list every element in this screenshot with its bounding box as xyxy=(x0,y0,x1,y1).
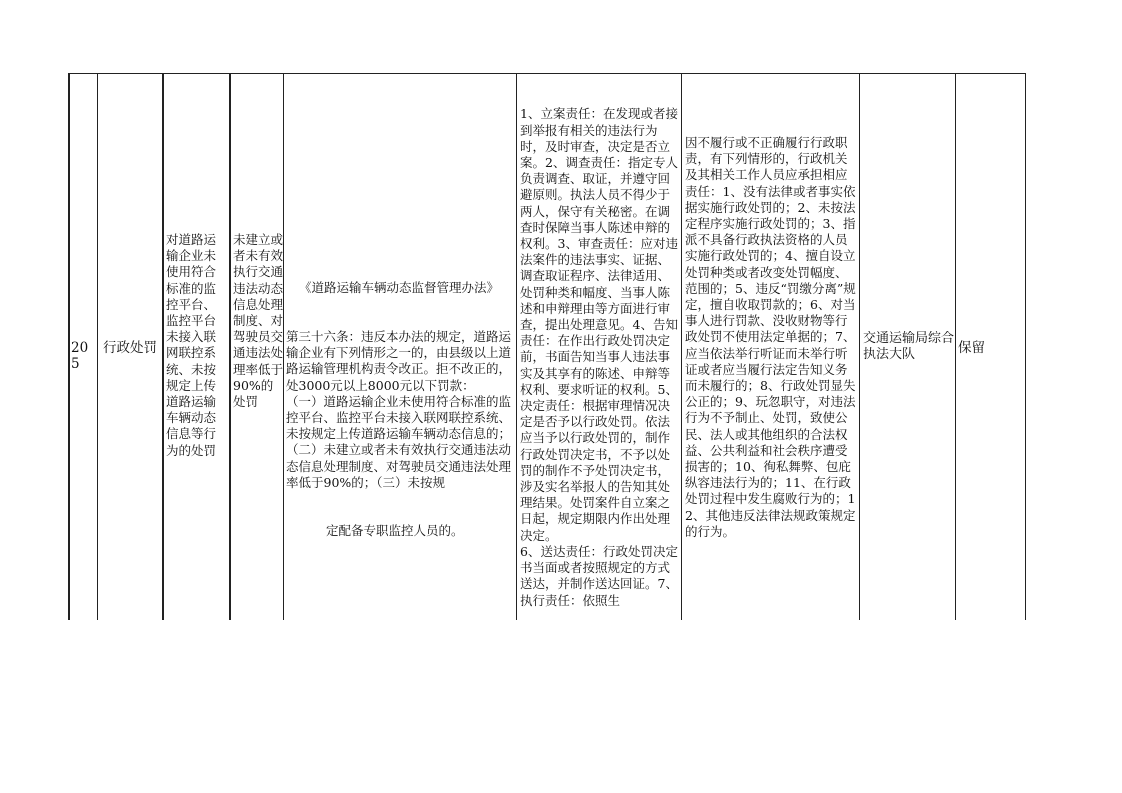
column-border xyxy=(681,73,682,620)
row-number-cell: 205 xyxy=(71,340,89,373)
responsibility-cell xyxy=(520,74,680,619)
category-cell: 行政处罚 xyxy=(103,340,157,356)
column-border xyxy=(1025,73,1026,620)
legal-basis-text: 第三十六条：违反本办法的规定，道路运输企业有下列情形之一的，由县级以上道路运输管理机构责令改正。拒不改正的，处3000元以上8000元以下罚款： （一）道路运输企业未使用符合标准的监控平台、监控平台未接入联网联控系统、未按规定上传道路运输车辆动态信息的；（二）未建立或者未有效执行交通违法动态信息处理制度、对驾驶员交通违法处理率低于90%的；（三）未按规 xyxy=(286,329,512,490)
status-cell: 保留 xyxy=(958,340,985,356)
column-border xyxy=(97,73,98,620)
column-border xyxy=(68,73,70,620)
column-border xyxy=(229,73,231,620)
accountability-cell: 因不履行或不正确履行行政职责，有下列情形的，行政机关及其相关工作人员应承担相应责任：1、没有法律或者事实依据实施行政处罚的；2、未按法定程序实施行政处罚的；3、指派不具备行政执法资格的人员实施行政处罚的；4、擅自设立处罚种类或者改变处罚幅度、范围的；5、违反“罚缴分离”规定，擅自收取罚款的；6、对当事人进行罚款、没收财物等行政处罚不使用法定单据的；7、应当依法举行听证而未举行听证或者应当履行法定告知义务而未履行的；8、行政处罚显失公正的；9、玩忽职守，对违法行为不予制止、处罚，致使公民、法人或其他组织的合法权益、公共利益和社会秩序遭受损害的；10、徇私舞弊、包庇纵容违法行为的；11、在行政处罚过程中发生腐败行为的；12、其他违反法律法规政策规定的行为。 xyxy=(685,135,856,539)
legal-basis-cell xyxy=(286,248,518,572)
column-border xyxy=(955,73,956,620)
legal-basis-last-line: 定配备专职监控人员的。 xyxy=(326,523,464,539)
sub-item-cell: 未建立或者未有效执行交通违法动态信息处理制度、对驾驶员交通违法处理率低于90%的处罚 xyxy=(233,232,284,410)
responsibility-text: 1、立案责任：在发现或者接到举报有相关的违法行为时，及时审查，决定是否立案。2、调查责任：指定专人负责调查、取证，并遵守回避原则。执法人员不得少于两人，保守有关秘密。在调查时保障当事人陈述申辩的权利。3、审查责任：应对违法案件的违法事实、证据、调查取证程序、法律适用、处罚种类和幅度、当事人陈述和申辩理由等方面进行审查，提出处理意见。4、告知责任：在作出行政处罚决定前，书面告知当事人违法事实及其享有的陈述、申辩等权利、要求听证的权利。5、决定责任：根据审理情况决定是否予以行政处罚。依法应当予以行政处罚的，制作行政处罚决定书，不予以处罚的制作不予处罚决定书，涉及实名举报人的告知其处理结果。处罚案件自立案之日起，规定期限内作出处理决定。 6、送达责任：行政处罚决定书当面或者按照规定的方式送达，并制作送达回证。7、执行责任：依照生 xyxy=(520,106,678,608)
column-border xyxy=(859,73,860,620)
legal-basis-title: 《道路运输车辆动态监督管理办法》 xyxy=(299,280,500,296)
item-name-cell: 对道路运输企业未使用符合标准的监控平台、监控平台未接入联网联控系统、未按规定上传道路运输车辆动态信息等行为的处罚 xyxy=(166,232,217,458)
department-cell: 交通运输局综合执法大队 xyxy=(863,331,954,363)
